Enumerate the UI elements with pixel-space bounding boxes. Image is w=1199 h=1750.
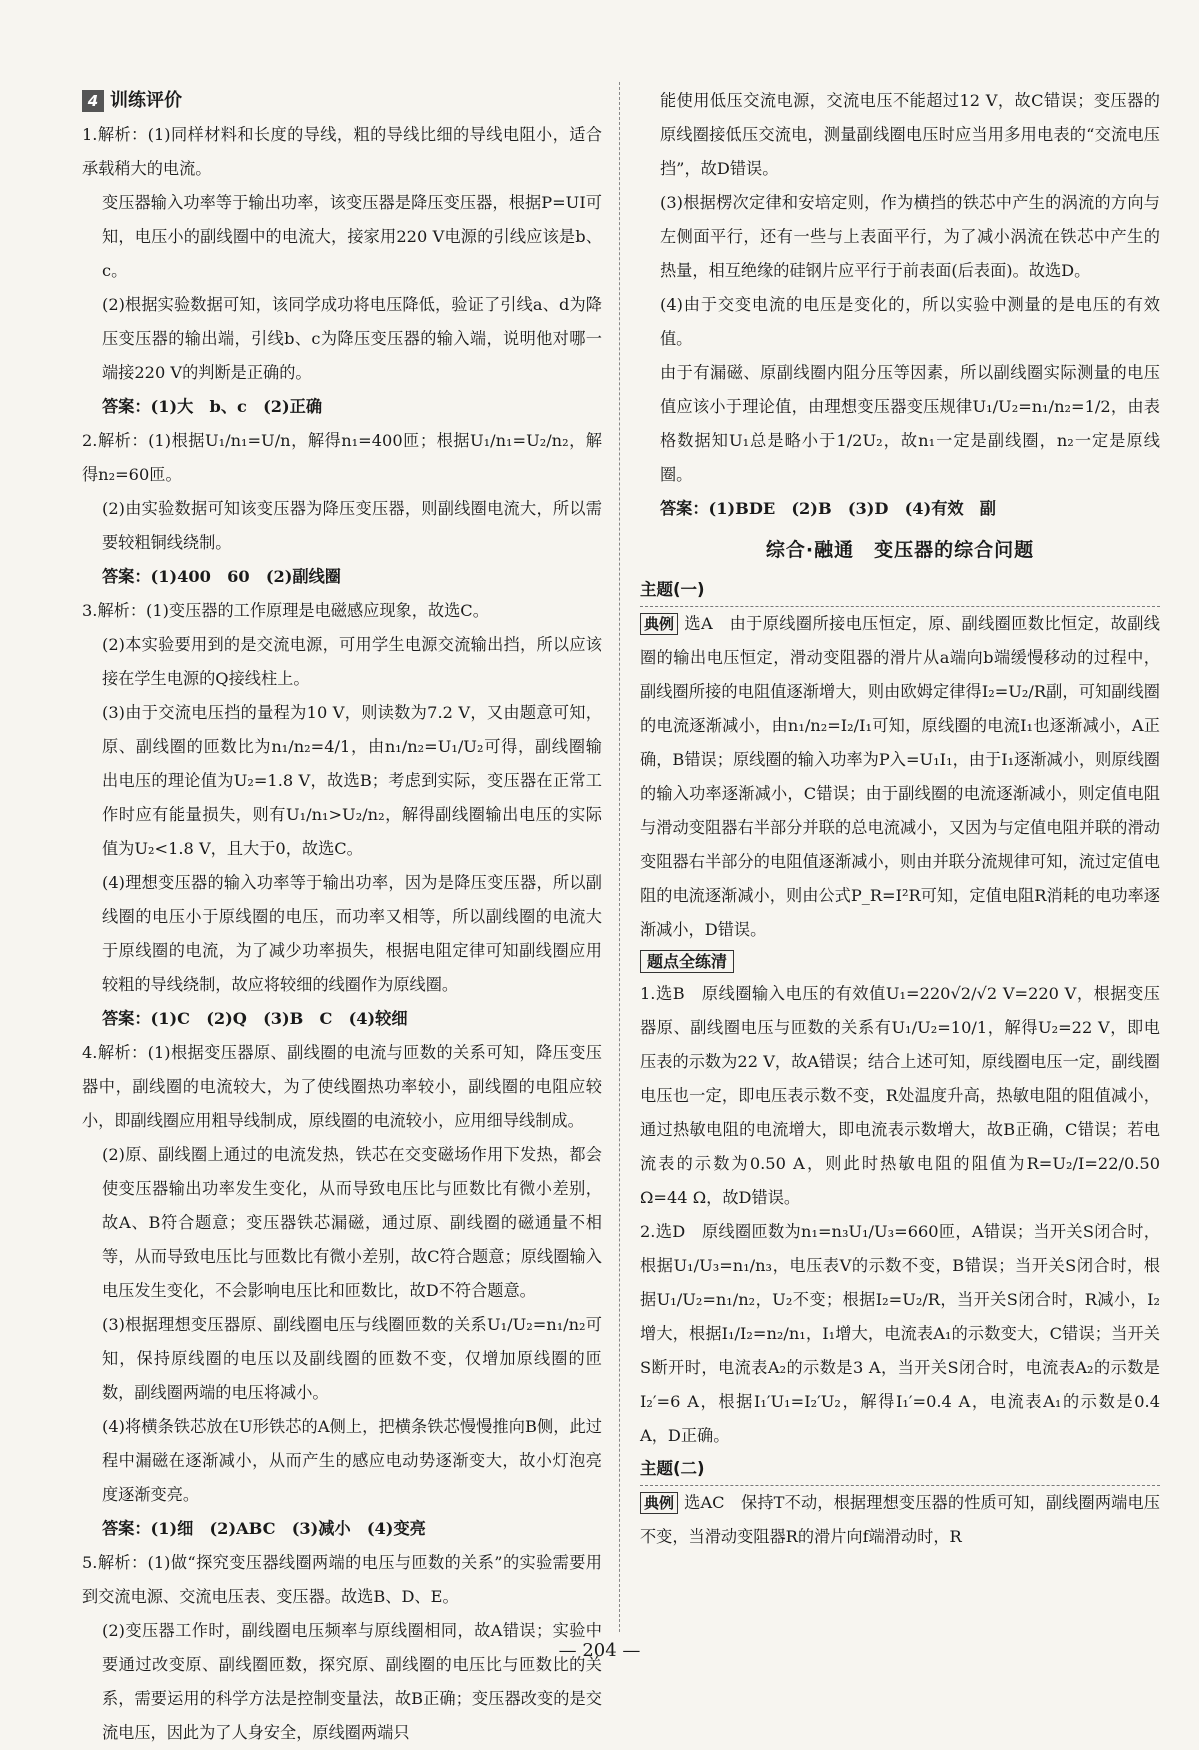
answer-line: 答案：(1)400 60 (2)副线圈 xyxy=(102,567,341,586)
paragraph: (2)根据实验数据可知，该同学成功将电压降低，验证了引线a、d为降压变压器的输出端，引线b、c为降压变压器的输入端，说明他对哪一端接220 V的判断是正确的。 xyxy=(102,295,602,382)
answer-line: 答案：(1)大 b、c (2)正确 xyxy=(102,397,323,416)
paragraph: 由于有漏磁、原副线圈内阻分压等因素，所以副线圈实际测量的电压值应该小于理论值，由理想变压器变压规律U₁/U₂=n₁/n₂=1/2，由表格数据知U₁总是略小于1/2U₂，故n₁一定是副线圈，n₂一定是原线圈。 xyxy=(660,363,1160,484)
paragraph: 1.选B 原线圈输入电压的有效值U₁=220√2/√2 V=220 V，根据变压器原、副线圈电压与匝数的关系有U₁/U₂=10/1，解得U₂=22 V，即电压表的示数为22 V，故A错误；结合上述可知，原线圈电压一定，副线圈电压也一定，即电压表示数不变，R处温度升高，热敏电阻的阻值减小，通过热敏电阻的电流增大，即电流表示数增大，故B正确，C错误；若电流表的示数为0.50 A，则此时热敏电阻的阻值为R=U₂/I=22/0.50 Ω=44 Ω，故D错误。 xyxy=(640,984,1160,1207)
paragraph: 4.解析：(1)根据变压器原、副线圈的电流与匝数的关系可知，降压变压器中，副线圈的电流较大，为了使线圈热功率较小，副线圈的电阻应较小，即副线圈应用粗导线制成，原线圈的电流较小，应用细导线制成。 xyxy=(82,1043,602,1130)
paragraph: (2)变压器工作时，副线圈电压频率与原线圈相同，故A错误；实验中要通过改变原、副线圈匝数，探究原、副线圈的电压比与匝数比的关系，需要运用的科学方法是控制变量法，故B正确；变压器改变的是交流电压，因此为了人身安全，原线圈两端只 xyxy=(102,1621,602,1742)
section-title-integrated: 综合·融通 变压器的综合问题 xyxy=(765,539,1035,561)
page-number: — 204 — xyxy=(558,1640,641,1661)
topic-heading-2: 主题(二) xyxy=(640,1453,1160,1486)
example-tag: 典例 xyxy=(640,613,678,635)
section-heading xyxy=(82,84,602,118)
section-number: 4 xyxy=(82,90,104,112)
example-text: 选A 由于原线圈所接电压恒定，原、副线圈匝数比恒定，故副线圈的输出电压恒定，滑动变阻器的滑片从a端向b端缓慢移动的过程中，副线圈所接的电阻值逐渐增大，则由欧姆定律得I₂=U₂/R副，可知副线圈的电流逐渐减小，由n₁/n₂=I₂/I₁可知，原线圈的电流I₁也逐渐减小，A正确，B错误；原线圈的输入功率为P入=U₁I₁，由于I₁逐渐减小，则原线圈的输入功率逐渐减小，C错误；由于副线圈的电流逐渐减小，则定值电阻与滑动变阻器右半部分并联的总电流减小，又因为与定值电阻并联的滑动变阻器右半部分的电阻值逐渐减小，则由并联分流规律可知，流过定值电阻的电流逐渐减小，则由公式P_R=I²R可知，定值电阻R消耗的电功率逐渐减小，D错误。 xyxy=(640,614,1160,939)
example-text: 选AC 保持T不动，根据理想变压器的性质可知，副线圈两端电压不变，当滑动变阻器R的滑片向f端滑动时，R xyxy=(640,1493,1160,1546)
paragraph: (3)由于交流电压挡的量程为10 V，则读数为7.2 V，又由题意可知，原、副线圈的匝数比为n₁/n₂=4/1，由n₁/n₂=U₁/U₂可得，副线圈输出电压的理论值为U₂=1.8 V，故选B；考虑到实际，变压器在正常工作时应有能量损失，则有U₁/n₁>U₂/n₂，解得副线圈输出电压的实际值为U₂<1.8 V，且大于0，故选C。 xyxy=(102,703,602,858)
paragraph: (2)本实验要用到的是交流电源，可用学生电源交流输出挡，所以应该接在学生电源的Q接线柱上。 xyxy=(102,635,602,688)
answer-line: 答案：(1)BDE (2)B (3)D (4)有效 副 xyxy=(660,499,996,518)
paragraph: 5.解析：(1)做“探究变压器线圈两端的电压与匝数的关系”的实验需要用到交流电源、交流电压表、变压器。故选B、D、E。 xyxy=(82,1553,602,1606)
paragraph: (2)由实验数据可知该变压器为降压变压器，则副线圈电流大，所以需要较粗铜线绕制。 xyxy=(102,499,602,552)
paragraph: 1.解析：(1)同样材料和长度的导线，粗的导线比细的导线电阻小，适合承载稍大的电流。 xyxy=(82,125,602,178)
example-paragraph xyxy=(640,607,1160,947)
answer-line: 答案：(1)C (2)Q (3)B C (4)较细 xyxy=(102,1009,408,1028)
column-divider xyxy=(619,82,620,1632)
paragraph: 变压器输入功率等于输出功率，该变压器是降压变压器，根据P=UI可知，电压小的副线圈中的电流大，接家用220 V电源的引线应该是b、c。 xyxy=(102,193,602,280)
paragraph: (2)原、副线圈上通过的电流发热，铁芯在交变磁场作用下发热，都会使变压器输出功率发生变化，从而导致电压比与匝数比有微小差别，故A、B符合题意；变压器铁芯漏磁，通过原、副线圈的磁通量不相等，从而导致电压比与匝数比有微小差别，故C符合题意；原线圈输入电压发生变化，不会影响电压比和匝数比，故D不符合题意。 xyxy=(102,1145,602,1300)
section-title: 训练评价 xyxy=(110,90,182,111)
left-column xyxy=(82,84,602,1750)
topic-heading-1: 主题(一) xyxy=(640,574,1160,607)
paragraph: 3.解析：(1)变压器的工作原理是电磁感应现象，故选C。 xyxy=(82,601,489,620)
paragraph: (4)将横条铁芯放在U形铁芯的A侧上，把横条铁芯慢慢推向B侧，此过程中漏磁在逐渐减小，从而产生的感应电动势逐渐变大，故小灯泡亮度逐渐变亮。 xyxy=(102,1417,602,1504)
paragraph: 2.解析：(1)根据U₁/n₁=U/n，解得n₁=400匝；根据U₁/n₁=U₂/n₂，解得n₂=60匝。 xyxy=(82,431,602,484)
example-paragraph xyxy=(640,1486,1160,1554)
answer-line: 答案：(1)细 (2)ABC (3)减小 (4)变亮 xyxy=(102,1519,426,1538)
right-column xyxy=(640,84,1160,1554)
paragraph: (3)根据理想变压器原、副线圈电压与线圈匝数的关系U₁/U₂=n₁/n₂可知，保持原线圈的电压以及副线圈的匝数不变，仅增加原线圈的匝数，副线圈两端的电压将减小。 xyxy=(102,1315,602,1402)
practice-tag: 题点全练清 xyxy=(640,950,734,973)
paragraph: (4)由于交变电流的电压是变化的，所以实验中测量的是电压的有效值。 xyxy=(660,295,1160,348)
paragraph: 能使用低压交流电源，交流电压不能超过12 V，故C错误；变压器的原线圈接低压交流电，测量副线圈电压时应当用多用电表的“交流电压挡”，故D错误。 xyxy=(660,91,1160,178)
paragraph: 2.选D 原线圈匝数为n₁=n₃U₁/U₃=660匝，A错误；当开关S闭合时，根据U₁/U₃=n₁/n₃，电压表V的示数不变，B错误；当开关S闭合时，根据U₁/U₂=n₁/n₂，U₂不变；根据I₂=U₂/R，当开关S闭合时，R减小，I₂增大，根据I₁/I₂=n₂/n₁，I₁增大，电流表A₁的示数变大，C错误；当开关S断开时，电流表A₂的示数是3 A，当开关S闭合时，电流表A₂的示数是I₂′=6 A，根据I₁′U₁=I₂′U₂，解得I₁′=0.4 A，电流表A₁的示数是0.4 A，D正确。 xyxy=(640,1222,1160,1445)
paragraph: (3)根据楞次定律和安培定则，作为横挡的铁芯中产生的涡流的方向与左侧面平行，还有一些与上表面平行，为了减小涡流在铁芯中产生的热量，相互绝缘的硅钢片应平行于前表面(后表面)。故选D。 xyxy=(660,193,1160,280)
example-tag: 典例 xyxy=(640,1492,678,1514)
practice-heading xyxy=(640,947,1160,977)
paragraph: (4)理想变压器的输入功率等于输出功率，因为是降压变压器，所以副线圈的电压小于原线圈的电压，而功率又相等，所以副线圈的电流大于原线圈的电流，为了减少功率损失，根据电阻定律可知副线圈应用较粗的导线绕制，故应将较细的线圈作为原线圈。 xyxy=(102,873,602,994)
